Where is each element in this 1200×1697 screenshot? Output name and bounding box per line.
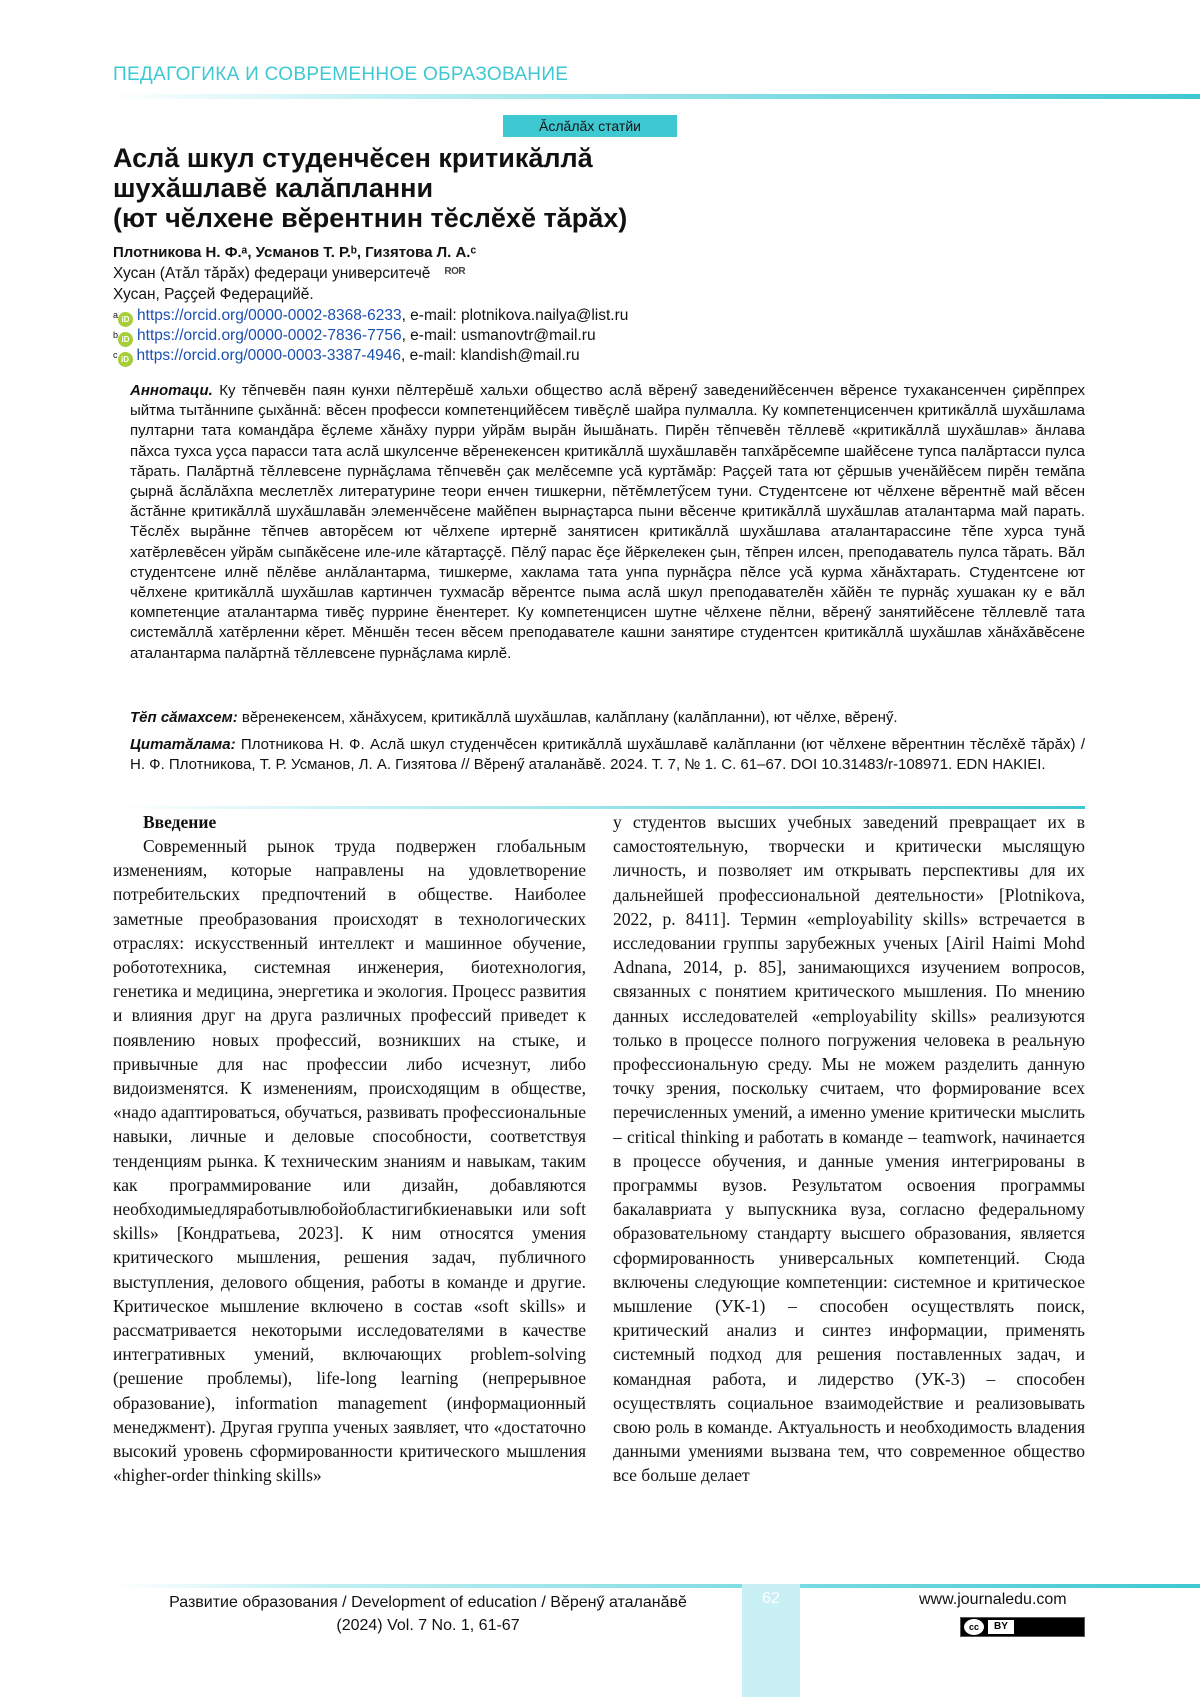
orcid-line-a (113, 307, 628, 327)
abstract (130, 381, 1085, 664)
body-column-right (613, 810, 1085, 1488)
affiliation-location: Хусан, Раҫҫей Федерацийӗ. (113, 286, 314, 303)
footer-divider (113, 1584, 1200, 1588)
body-column-left (113, 810, 586, 1487)
abstract-label: Аннотаци. (130, 382, 213, 399)
orcid-line-c (113, 347, 580, 367)
body-divider (113, 806, 1085, 809)
keywords (130, 708, 1085, 728)
orcid-superscript: a (113, 310, 119, 320)
journal-website-link[interactable]: www.journaledu.com (919, 1591, 1067, 1608)
keywords-text: вӗренекенсем, хӑнӑхусем, критикӑллӑ шухӑшлав, калӑплану (калӑпланни), ют чӗлхе, вӗренӳ. (237, 709, 898, 726)
author-email: , e-mail: klandish@mail.ru (401, 347, 580, 364)
section-heading: Введение (143, 812, 217, 832)
authors: Плотникова Н. Ф.ᵃ, Усманов Т. Р.ᵇ, Гизятова Л. А.ᶜ (113, 244, 477, 261)
article-title-line: Аслӑ шкул студенчӗсен критикӑллӑ (113, 143, 593, 173)
orcid-link[interactable]: https://orcid.org/0000-0002-7836-7756 (137, 327, 402, 344)
citation (130, 735, 1085, 775)
ror-icon[interactable]: ROR (444, 266, 466, 277)
footer-journal-issue: (2024) Vol. 7 No. 1, 61-67 (336, 1617, 520, 1634)
citation-label: Цитатӑлама: (130, 736, 236, 753)
orcid-icon: iD (118, 312, 133, 327)
author-email: , e-mail: plotnikova.nailya@list.ru (401, 307, 629, 324)
orcid-link[interactable]: https://orcid.org/0000-0002-8368-6233 (137, 307, 402, 324)
author-email: , e-mail: usmanovtr@mail.ru (401, 327, 596, 344)
keywords-label: Тӗп сӑмахсем: (130, 709, 238, 726)
footer-journal-name: Развитие образования / Development of education / Вӗренӳ аталанӑвӗ (169, 1594, 687, 1611)
orcid-line-b (113, 327, 596, 347)
page-number: 62 (762, 1590, 780, 1607)
by-label: BY (988, 1620, 1014, 1634)
affiliation-university-name: Хусан (Атӑл тӑрӑх) федераци университечӗ (113, 265, 431, 282)
body-paragraph: Современный рынок труда подвержен глобальным изменениям, которые направлены на удовлетворение потребительских предпочтений в обществе. Наиболее заметные преобразования происходят в технологических отраслях: искусственный интеллект и машинное обучение, робототехника, системная инженерия, биотехнология, генетика и медицина, энергетика и экология. Процесс развития и влияния друг на друга различных профессий приведет к появлению новых профессий, возникших на стыке, и привычные для нас профессии либо исчезнут, либо видоизменятся. К изменениям, происходящим в обществе, «надо адаптироваться, обучаться, развивать профессиональные навыки, личные и деловые способности, соответствуя тенденциям рынка. К техническим знаниям и навыкам, таким как программирование или дизайн, добавляются необходимыедляработывлюбойобластигибкиенавыки или soft skills» [Кондратьева, 2023]. К ним относятся умения критического мышления, решения задач, публичного выступления, делового общения, работы в команде и другие. Критическое мышление включено в состав «soft skills» и рассматривается некоторыми исследователями в качестве интегративных умений, включающих problem-solving (решение проблемы), life-long learning (непрерывное образование), information management (информационный менеджмент). Другая группа ученых заявляет, что «достаточно высокий уровень сформированности критического мышления «higher-order thinking skills» (113, 836, 586, 1486)
article-title (113, 143, 913, 233)
orcid-link[interactable]: https://orcid.org/0000-0003-3387-4946 (136, 347, 402, 364)
article-title-line: шухӑшлавӗ калӑпланни (113, 173, 434, 203)
footer-journal (113, 1591, 743, 1637)
cc-icon: cc (964, 1619, 984, 1635)
journal-section-title: ПЕДАГОГИКА И СОВРЕМЕННОЕ ОБРАЗОВАНИЕ (113, 64, 569, 85)
orcid-icon: iD (118, 352, 133, 367)
article-title-line: (ют чӗлхене вӗрентнин тӗслӗхӗ тӑрӑх) (113, 203, 628, 233)
orcid-superscript: b (113, 330, 119, 340)
cc-by-license-badge[interactable] (960, 1617, 1085, 1637)
header-divider (113, 94, 1200, 99)
orcid-superscript: c (113, 350, 118, 360)
body-paragraph: у студентов высших учебных заведений превращает их в самостоятельную, творчески и критически мыслящую личность, и позволяет им открывать перспективы для их дальнейшей профессиональной деятельности» [Plotnikova, 2022, p. 8411]. Термин «employability skills» встречается в исследовании группы зарубежных ученых [Airil Haimi Mohd Adnana, 2014, p. 85], занимающихся изучением вопросов, связанных с понятием критического мышления. По мнению данных исследователей «employability skills» реализуются только в процессе полного погружения человека в реальную профессиональную среду. Мы не можем разделить данную точку зрения, поскольку считаем, что формирование всех перечисленных умений, а именно умение критически мыслить – critical thinking и работать в команде – teamwork, начинается в процессе обучения, и данные умения интегрированы в программы вузов. Результатом освоения программы бакалавриата у выпускника вуза, согласно федеральному образовательному стандарту высшего образования, является сформированность универсальных компетенций. Сюда включены следующие компетенции: системное и критическое мышление (УК-1) – способен осуществлять поиск, критический анализ и синтез информации, применять системный подход для решения поставленных задач, и командная работа, и лидерство (УК-3) – способен осуществлять социальное взаимодействие и реализовывать свою роль в команде. Актуальность и необходимость владения данными умениями вызвана тем, что современное общество все больше делает (613, 812, 1085, 1486)
citation-text: Плотникова Н. Ф. Аслӑ шкул студенчӗсен критикӑллӑ шухӑшлавӗ калӑпланни (ют чӗлхене вӗрентнин тӗслӗхӗ тӑрӑх) / Н. Ф. Плотникова, Т. Р. Усманов, Л. А. Гизятова // Вӗренӳ аталанӑвӗ. 2024. Т. 7, № 1. С. 61–67. DOI 10.31483/r-108971. EDN HAKIEI. (130, 736, 1085, 773)
affiliation-university (113, 265, 465, 283)
article-type-badge: Ӑслӑлӑх статйи (503, 115, 677, 137)
orcid-icon: iD (118, 332, 133, 347)
abstract-text: Ку тӗпчевӗн паян кунхи пӗлтерӗшӗ хальхи общество аслӑ вӗренӳ заведенийӗсенчен вӗренсе тухакансенчен ҫирӗппрех ыйтма тытӑннипе ҫыхӑннӑ: вӗсен професси компетенцийӗсем тивӗҫлӗ шайра пулмалла. Ку компетенцисенчен критикӑллӑ шухӑшлама пултарни тата командӑра ӗҫлеме хӑнӑху пурри уйрӑм вырӑн йышӑнать. Пирӗн тӗпчевӗн тӗллевӗ «критикӑллӑ шухӑшлав» ӑнлава пӑхса тухса уҫса парасси тата аслӑ шкулсенче вӗренекенсен критикӑллӑ шухӑшлавӗн тапхӑрӗсемпе шайӗсене тупса палӑртасси пулса тӑрать. Палӑртнӑ тӗллевсене пурнӑҫлама тӗпчевӗн ҫак мелӗсемпе усӑ куртӑмӑр: Раҫҫей тата ют ҫӗршыв ученӑйӗсем пирӗн темӑпа ҫырнӑ ӑслӑлӑхпа меслетлӗх литературине теори енчен тишкерни, пӗтӗмлетӳсем туни. Студентсене ют чӗлхене вӗрентнӗ май вӗсен ӑстӑнне критикӑллӑ шухӑшлавӑн элеменчӗсене майӗпен вырнаҫтарса пыни вӗсенче критикӑллӑ шухӑшлав аталантарма май парать. Тӗслӗх вырӑнне тӗпчев авторӗсем ют чӗлхепе иртернӗ занятисен критикӑллӑ шухӑшлава аталантарассине тӗпе хурса тунӑ хатӗрлевӗсен уйрӑм сыпӑкӗсене иле-иле кӑтартаҫҫӗ. Пӗлӳ парас ӗҫе йӗркелекен ҫын, тӗпрен илсен, преподаватель пулса тӑрать. Вӑл студентсене илнӗ пӗлӗве анлӑлантарма, тишкерме, хаклама тата унпа пурнӑҫра пӗлсе усӑ курма хӑнӑхтарать. Студентсене ют чӗлхене критикӑллӑ шухӑшлав картинчен тухмасӑр вӗрентсе пыма аслӑ шкул преподавателӗн хӑйӗн те пурнӑҫ хушакан ку е вӑл компетенцие аталантарма тивӗҫ пуррине ӗнентерет. Ку компетенцисен шутне чӗлхене пӗлни, вӗренӳ занятийӗсене тӗллевлӗ тата системӑллӑ хатӗрленни кӗрет. Мӗншӗн тесен вӗсем преподавателе кашни занятире студентсен критикӑллӑ шухӑшлав хӑнӑхӑвӗсене аталантарма палӑртнӑ тӗллевсене пурнӑҫлама кирлӗ. (130, 382, 1085, 662)
